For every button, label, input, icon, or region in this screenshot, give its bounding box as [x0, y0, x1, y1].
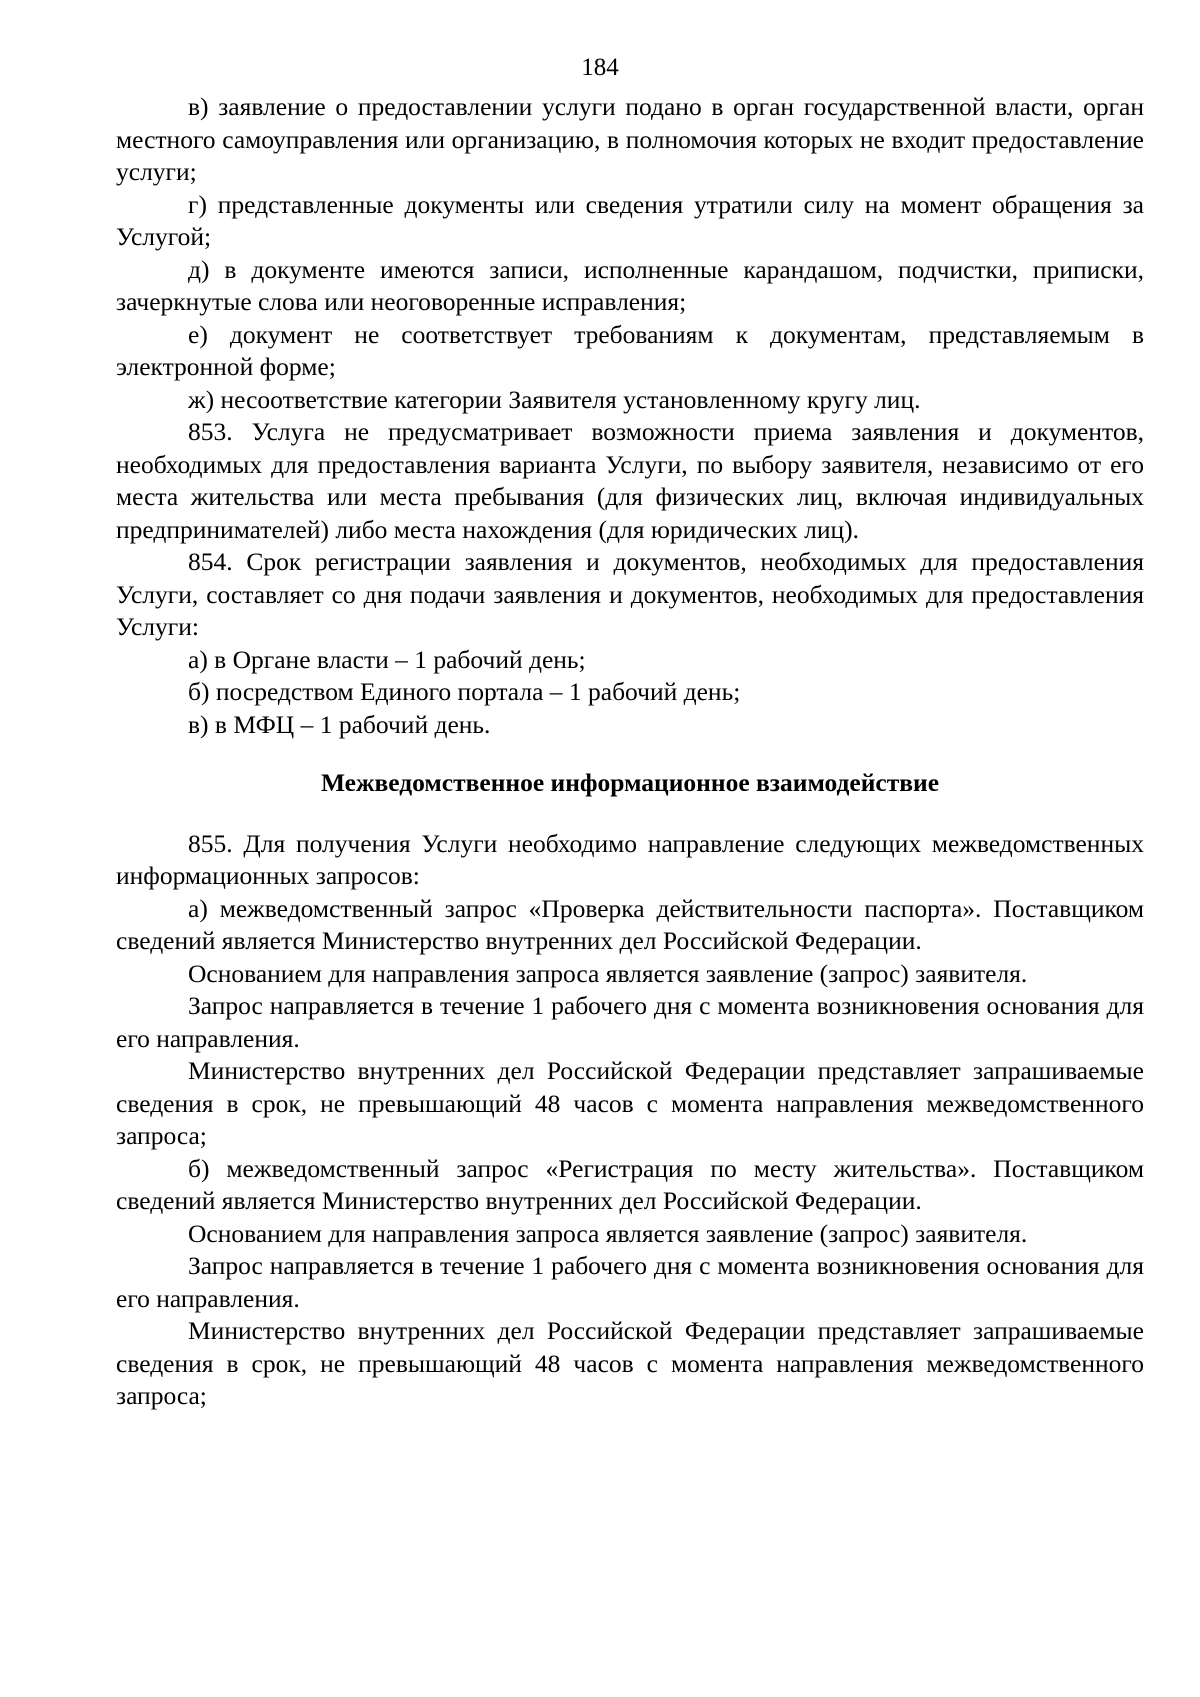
paragraph-item-d-pencil-corrections: д) в документе имеются записи, исполненные карандашом, подчистки, приписки, зачеркнутые слова или неоговоренные исправления;: [116, 254, 1144, 316]
paragraph-854: 854. Срок регистрации заявления и документов, необходимых для предоставления Услуги, составляет со дня подачи заявления и документов, необходимых для предоставления Услуги:: [116, 547, 1144, 641]
paragraph-855: 855. Для получения Услуги необходимо направление следующих межведомственных информационных запросов:: [116, 828, 1144, 890]
paragraph-item-v-wrong-authority: в) заявление о предоставлении услуги подано в орган государственной власти, орган местного самоуправления или организацию, в полномочия которых не входит предоставление услуги;: [116, 92, 1144, 186]
paragraph-854-v: в) в МФЦ – 1 рабочий день.: [188, 709, 491, 739]
paragraph-853: 853. Услуга не предусматривает возможности приема заявления и документов, необходимых для предоставления варианта Услуги, по выбору заявителя, независимо от его места жительства или места пребывания (для физических лиц, включая индивидуальных предпринимателей) либо места нахождения (для юридических лиц).: [116, 417, 1144, 544]
paragraph-855-b: б) межведомственный запрос «Регистрация по месту жительства». Поставщиком сведений является Министерство внутренних дел Российской Федерации.: [116, 1153, 1144, 1215]
paragraph-855-a-response: Министерство внутренних дел Российской Федерации представляет запрашиваемые сведения в срок, не превышающий 48 часов с момента направления межведомственного запроса;: [116, 1056, 1144, 1150]
paragraph-855-a: а) межведомственный запрос «Проверка действительности паспорта». Поставщиком сведений является Министерство внутренних дел Российской Федерации.: [116, 893, 1144, 955]
document-body: [116, 91, 1144, 1413]
paragraph-854-b: б) посредством Единого портала – 1 рабочий день;: [188, 677, 741, 706]
page-number: 184: [581, 54, 619, 81]
paragraph-855-a-basis: Основанием для направления запроса является заявление (запрос) заявителя.: [188, 958, 1028, 988]
paragraph-855-b-response: Министерство внутренних дел Российской Федерации представляет запрашиваемые сведения в срок, не превышающий 48 часов с момента направления межведомственного запроса;: [116, 1316, 1144, 1410]
paragraph-item-zh-applicant-category: ж) несоответствие категории Заявителя установленному кругу лиц.: [188, 384, 921, 414]
paragraph-855-b-basis: Основанием для направления запроса является заявление (запрос) заявителя.: [188, 1218, 1028, 1248]
paragraph-854-a: а) в Органе власти – 1 рабочий день;: [188, 644, 586, 674]
section-heading: Межведомственное информационное взаимодействие: [320, 768, 940, 797]
paragraph-item-g-expired-documents: г) представленные документы или сведения утратили силу на момент обращения за Услугой;: [116, 189, 1144, 251]
paragraph-item-e-electronic-form: е) документ не соответствует требованиям к документам, представляемым в электронной форме;: [116, 319, 1144, 381]
paragraph-855-a-timing: Запрос направляется в течение 1 рабочего дня с момента возникновения основания для его направления.: [116, 991, 1144, 1053]
paragraph-855-b-timing: Запрос направляется в течение 1 рабочего дня с момента возникновения основания для его направления.: [116, 1251, 1144, 1313]
